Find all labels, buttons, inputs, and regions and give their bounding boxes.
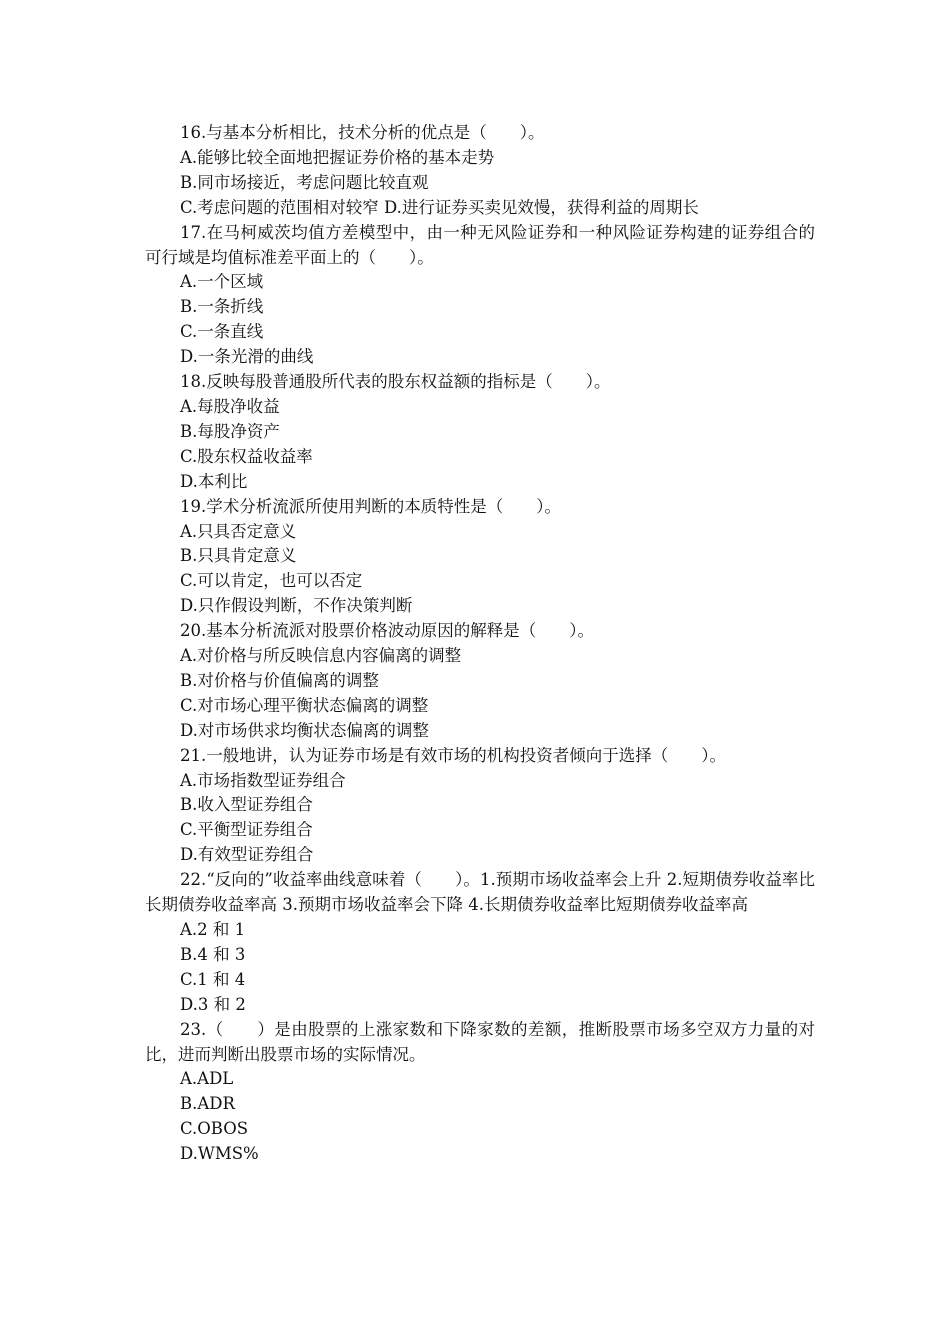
question-option: C.一条直线 [180,322,264,342]
question-option: C.OBOS [180,1119,249,1139]
question-option: B.4 和 3 [180,944,246,964]
question-option: C.1 和 4 [180,969,246,989]
question-stem: 20.基本分析流派对股票价格波动原因的解释是（ ）。 [180,621,594,641]
question-stem: 18.反映每股普通股所代表的股东权益额的指标是（ ）。 [180,372,611,392]
question-option: B.ADR [180,1094,235,1114]
question-option: A.只具否定意义 [180,521,297,541]
question-option: A.能够比较全面地把握证券价格的基本走势 [180,147,495,167]
question-option: D.一条光滑的曲线 [180,347,314,367]
question-option: C.可以肯定，也可以否定 [180,571,363,591]
question-option: A.ADL [180,1069,234,1089]
question-option: A.一个区域 [180,272,264,292]
question-option: A.市场指数型证券组合 [180,770,346,790]
question-option: D.本利比 [180,471,248,491]
question-option: D.3 和 2 [180,994,246,1014]
question-option: B.只具肯定意义 [180,546,297,566]
question-option: C.对市场心理平衡状态偏离的调整 [180,695,429,715]
question-option: D.对市场供求均衡状态偏离的调整 [180,720,429,740]
question-stem: 23.（ ）是由股票的上涨家数和下降家数的差额，推断股票市场多空双方力量的对比，进而判断出股票市场的实际情况。 [145,1019,815,1064]
question-option: D.只作假设判断，不作决策判断 [180,596,413,616]
question-option: C.考虑问题的范围相对较窄 D.进行证券买卖见效慢，获得利益的周期长 [180,197,699,217]
question-option: B.收入型证券组合 [180,795,313,815]
document-page [145,121,815,1167]
question-stem: 21.一般地讲，认为证券市场是有效市场的机构投资者倾向于选择（ ）。 [180,745,726,765]
question-option: A.对价格与所反映信息内容偏离的调整 [180,646,462,666]
question-option: D.WMS% [180,1144,259,1164]
question-stem: 16.与基本分析相比，技术分析的优点是（ ）。 [180,123,545,142]
question-option: B.一条折线 [180,297,264,317]
question-option: C.股东权益收益率 [180,446,313,466]
question-option: B.每股净资产 [180,421,280,441]
question-option: A.2 和 1 [180,920,246,939]
question-option: B.同市场接近，考虑问题比较直观 [180,172,429,192]
question-stem: 22.“反向的”收益率曲线意味着（ ）。1.预期市场收益率会上升 2.短期债券收益率比长期债券收益率高 3.预期市场收益率会下降 4.长期债券收益率比短期债券收益率高 [145,870,815,915]
question-option: D.有效型证券组合 [180,845,314,865]
question-stem: 17.在马柯威茨均值方差模型中，由一种无风险证券和一种风险证券构建的证券组合的可行域是均值标准差平面上的（ ）。 [145,222,815,267]
question-stem: 19.学术分析流派所使用判断的本质特性是（ ）。 [180,496,561,516]
question-option: B.对价格与价值偏离的调整 [180,670,379,690]
question-option: A.每股净收益 [180,396,280,416]
question-option: C.平衡型证券组合 [180,820,313,840]
